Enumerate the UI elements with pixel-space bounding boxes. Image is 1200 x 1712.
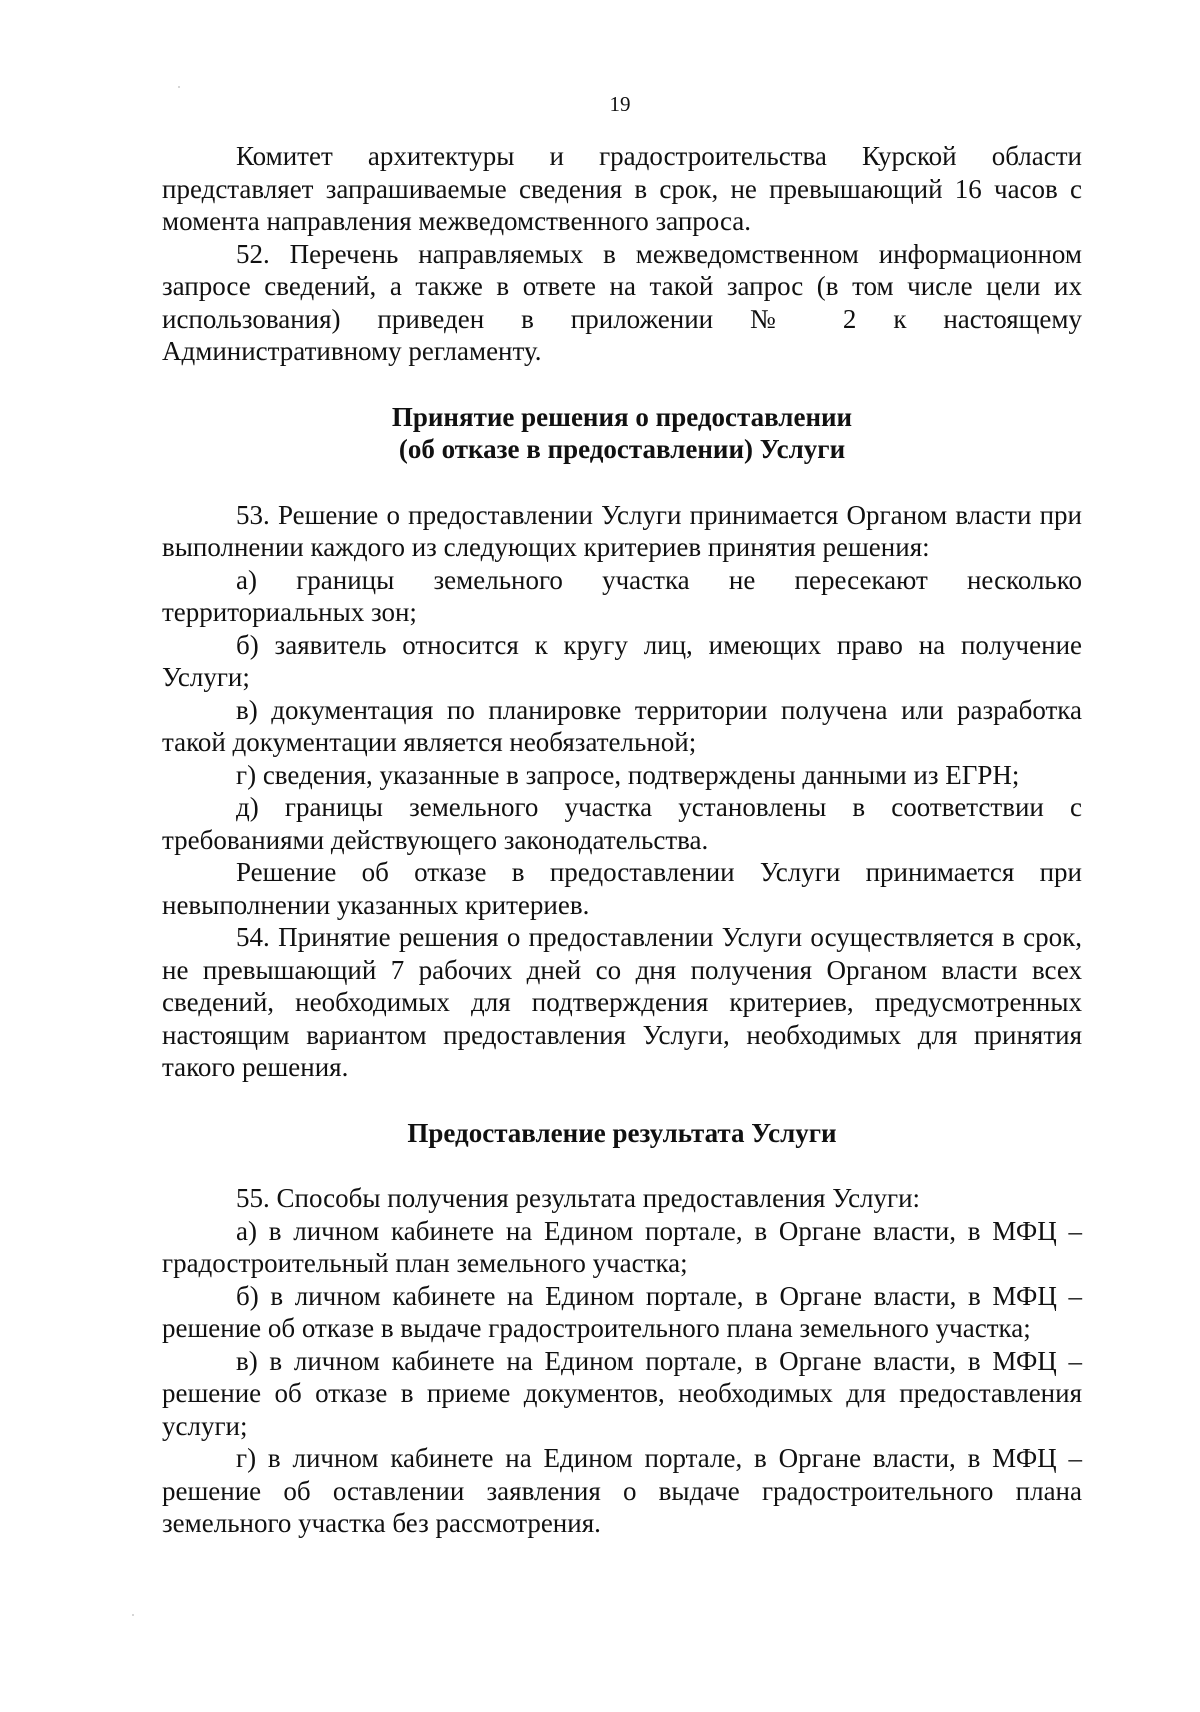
criterion-d: д) границы земельного участка установлены в соответствии с требованиями действующего законодательства. [162,792,1082,855]
spacer [162,368,1082,401]
spacer [162,1149,1082,1182]
section-heading-decision-line-1: Принятие решения о предоставлении [391,401,853,432]
result-method-a: а) в личном кабинете на Едином портале, в Органе власти, в МФЦ – градостроительный план земельного участка; [162,1215,1082,1278]
document-body [162,140,1082,1540]
result-method-b: б) в личном кабинете на Едином портале, в Органе власти, в МФЦ – решение об отказе в выдаче градостроительного плана земельного участка; [162,1280,1082,1343]
result-method-v: в) в личном кабинете на Едином портале, в Органе власти, в МФЦ – решение об отказе в приеме документов, необходимых для предоставления услуги; [162,1345,1082,1441]
spacer [162,466,1082,499]
criterion-g: г) сведения, указанные в запросе, подтверждены данными из ЕГРН; [236,759,1020,790]
criterion-a: а) границы земельного участка не пересекают несколько территориальных зон; [162,564,1082,627]
page-number: 19 [609,92,631,116]
criterion-v: в) документация по планировке территории получена или разработка такой документации является необязательной; [162,694,1082,757]
scan-speck [178,86,180,88]
paragraph-53: 53. Решение о предоставлении Услуги принимается Органом власти при выполнении каждого из следующих критериев принятия решения: [162,499,1082,562]
section-heading-decision-line-2: (об отказе в предоставлении) Услуги [398,434,846,464]
paragraph-refusal-decision: Решение об отказе в предоставлении Услуги принимается при невыполнении указанных критериев. [162,857,1082,920]
paragraph-55: 55. Способы получения результата предоставления Услуги: [236,1183,921,1213]
paragraph-52: 52. Перечень направляемых в межведомственном информационном запросе сведений, а также в ответе на такой запрос (в том числе цели их использования) приведен в приложении № 2 к настоящему Административному регламенту. [162,238,1082,366]
section-heading-result: Предоставление результата Услуги [407,1117,837,1148]
result-method-g: г) в личном кабинете на Едином портале, в Органе власти, в МФЦ – решение об оставлении заявления о выдаче градостроительного плана земельного участка без рассмотрения. [162,1443,1082,1538]
scan-speck [132,1614,134,1616]
criterion-b: б) заявитель относится к кругу лиц, имеющих право на получение Услуги; [162,629,1082,692]
spacer [162,1084,1082,1117]
paragraph-committee-info: Комитет архитектуры и градостроительства Курской области представляет запрашиваемые сведения в срок, не превышающий 16 часов с момента направления межведомственного запроса. [162,141,1082,236]
paragraph-54: 54. Принятие решения о предоставлении Услуги осуществляется в срок, не превышающий 7 рабочих дней со дня получения Органом власти всех сведений, необходимых для подтверждения критериев, предусмотренных настоящим вариантом предоставления Услуги, необходимых для принятия такого решения. [162,922,1082,1082]
